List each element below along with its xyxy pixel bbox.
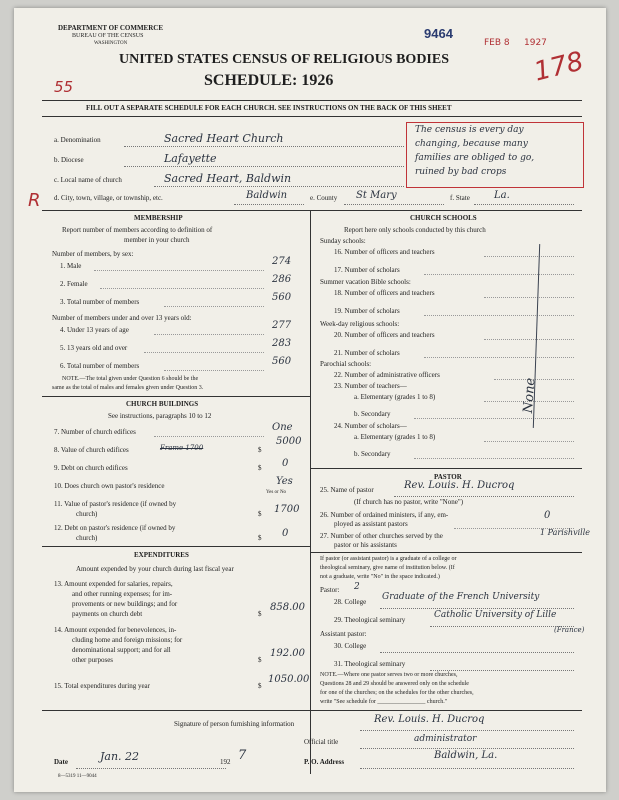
q11-label-b: church) xyxy=(76,510,98,518)
q23-label: 23. Number of teachers— xyxy=(334,382,407,390)
total3-value: 560 xyxy=(272,292,292,303)
sunday-label: Sunday schools: xyxy=(320,237,366,245)
pastor-heading: PASTOR xyxy=(434,473,462,481)
q13-value: 858.00 xyxy=(270,602,305,613)
weekday-label: Week-day religious schools: xyxy=(320,320,400,328)
q26-label-a: 26. Number of ordained ministers, if any, em- xyxy=(320,511,449,519)
buildings-heading: CHURCH BUILDINGS xyxy=(126,400,199,408)
po-address-label: P. O. Address xyxy=(304,758,345,766)
q24-label: 24. Number of scholars— xyxy=(334,422,407,430)
note-line-4: ruined by bad crops xyxy=(415,167,507,177)
note-line-3: families are obliged to go, xyxy=(415,153,535,163)
q29-value: Catholic University of Lille xyxy=(434,610,557,620)
grad-note-3: not a graduate, write "No" in the space indicated.) xyxy=(320,574,440,580)
over13-label: 5. 13 years old and over xyxy=(60,344,128,352)
q25-value: Rev. Louis. H. Ducroq xyxy=(404,480,515,491)
serial-number: 9464 xyxy=(424,26,453,41)
pastor-note-4: write "See schedule for ________________ church." xyxy=(320,699,448,705)
q14-value: 192.00 xyxy=(270,648,305,659)
denomination-value: Sacred Heart Church xyxy=(164,132,284,145)
q7-value: One xyxy=(272,422,293,433)
q22-label: 22. Number of administrative officers xyxy=(334,371,440,379)
q10-value: Yes xyxy=(276,476,293,487)
schools-intro: Report here only schools conducted by this church xyxy=(344,226,486,234)
pastor-note-1: NOTE.—Where one pastor serves two or more churches, xyxy=(320,672,458,678)
q9-value: 0 xyxy=(282,458,289,469)
year-value: 7 xyxy=(238,748,247,763)
date-label: Date xyxy=(54,758,68,766)
q16-label: 16. Number of officers and teachers xyxy=(334,248,435,256)
local-name-value: Sacred Heart, Baldwin xyxy=(164,172,292,185)
q15-dollar: $ xyxy=(258,682,262,690)
q29-label: 29. Theological seminary xyxy=(334,616,406,624)
q13-label-c: provements or new buildings; and for xyxy=(72,600,178,608)
received-stamp-year: 1927 xyxy=(524,38,547,48)
note-line-1: The census is every day xyxy=(415,125,524,135)
q13-label-d: payments on church debt xyxy=(72,610,143,618)
schools-none-value: None xyxy=(520,377,539,414)
bureau-label: BUREAU OF THE CENSUS xyxy=(72,33,144,39)
q13-label-a: 13. Amount expended for salaries, repairs, xyxy=(54,580,173,588)
membership-note-2: same as the total of males and females given under Question 3. xyxy=(52,385,204,391)
q8-label: 8. Value of church edifices xyxy=(54,446,129,454)
yes-no-caption: Yes or No xyxy=(266,490,287,495)
membership-note-1: NOTE.—The total given under Question 6 should be the xyxy=(62,376,199,382)
date-value: Jan. 22 xyxy=(100,750,140,763)
city-value: Baldwin xyxy=(246,190,288,201)
dept-label: DEPARTMENT OF COMMERCE xyxy=(58,24,164,32)
q30-label: 30. College xyxy=(334,642,367,650)
q28-value: Graduate of the French University xyxy=(382,592,540,602)
q29-extra: (France) xyxy=(554,626,585,634)
q14-dollar: $ xyxy=(258,656,262,664)
annotation-r: R xyxy=(28,190,41,211)
q12-label-b: church) xyxy=(76,534,98,542)
q25-label: 25. Name of pastor xyxy=(320,486,374,494)
pastor-mark: 2 xyxy=(354,582,360,592)
q20-label: 20. Number of officers and teachers xyxy=(334,331,435,339)
q15-label: 15. Total expenditures during year xyxy=(54,682,150,690)
membership-heading: MEMBERSHIP xyxy=(134,214,183,222)
pastor-note-2: Questions 28 and 29 should be answered only on the schedule xyxy=(320,681,469,687)
denomination-label: a. Denomination xyxy=(54,136,101,144)
q26-value: 0 xyxy=(544,510,551,521)
q24-elementary-label: a. Elementary (grades 1 to 8) xyxy=(354,433,436,441)
q13-dollar: $ xyxy=(258,610,262,618)
q27-label-b: pastor or his assistants xyxy=(334,541,397,549)
buildings-instructions: See instructions, paragraphs 10 to 12 xyxy=(108,412,212,420)
q17-label: 17. Number of scholars xyxy=(334,266,400,274)
q9-dollar: $ xyxy=(258,464,262,472)
county-label: e. County xyxy=(310,194,338,202)
q23-elementary-label: a. Elementary (grades 1 to 8) xyxy=(354,393,436,401)
female-value: 286 xyxy=(272,274,292,285)
under13-value: 277 xyxy=(272,320,292,331)
county-value: St Mary xyxy=(356,190,397,201)
official-title-label: Official title xyxy=(304,738,339,746)
q31-label: 31. Theological seminary xyxy=(334,660,406,668)
signature-value: Rev. Louis. H. Ducroq xyxy=(374,714,485,725)
q26-label-b: ployed as assistant pastors xyxy=(334,520,408,528)
census-form xyxy=(14,8,606,792)
over13-value: 283 xyxy=(272,338,292,349)
q8-value: 5000 xyxy=(276,436,302,447)
q24-secondary-label: b. Secondary xyxy=(354,450,391,458)
q21-label: 21. Number of scholars xyxy=(334,349,400,357)
male-value: 274 xyxy=(272,256,292,267)
annotation-178: 178 xyxy=(531,46,587,88)
q14-label-b: cluding home and foreign missions; for xyxy=(72,636,183,644)
q11-dollar: $ xyxy=(258,510,262,518)
diocese-label: b. Diocese xyxy=(54,156,84,164)
q13-label-b: and other running expenses; for im- xyxy=(72,590,173,598)
state-label: f. State xyxy=(450,194,470,202)
age-label: Number of members under and over 13 years old: xyxy=(52,314,192,322)
official-title-value: administrator xyxy=(414,734,477,744)
q14-label-d: other purposes xyxy=(72,656,114,664)
q14-label-c: denominational support; and for all xyxy=(72,646,171,654)
q12-value: 0 xyxy=(282,528,289,539)
pastor-sublabel: Pastor: xyxy=(320,586,340,594)
q12-label-a: 12. Debt on pastor's residence (if owned by xyxy=(54,524,176,532)
q10-label: 10. Does church own pastor's residence xyxy=(54,482,165,490)
grad-note-2: theological seminary, give name of institution below. (If xyxy=(320,565,455,571)
membership-intro-1: Report number of members according to definition of xyxy=(62,226,213,234)
sex-label: Number of members, by sex: xyxy=(52,250,134,258)
signature-label: Signature of person furnishing information xyxy=(174,720,295,728)
q7-label: 7. Number of church edifices xyxy=(54,428,136,436)
summer-label: Summer vacation Bible schools: xyxy=(320,278,411,286)
q18-label: 18. Number of officers and teachers xyxy=(334,289,435,297)
expenditures-heading: EXPENDITURES xyxy=(134,551,189,559)
q19-label: 19. Number of scholars xyxy=(334,307,400,315)
q27-value: 1 Parishville xyxy=(540,528,590,537)
diocese-value: Lafayette xyxy=(164,152,217,165)
expenditures-intro: Amount expended by your church during last fiscal year xyxy=(76,565,234,573)
annotation-55: 55 xyxy=(54,78,74,96)
year-prefix: 192 xyxy=(220,758,231,766)
q8-dollar: $ xyxy=(258,446,262,454)
local-name-label: c. Local name of church xyxy=(54,176,122,184)
q25-note: (If church has no pastor, write "None") xyxy=(354,498,464,506)
q9-label: 9. Debt on church edifices xyxy=(54,464,128,472)
received-stamp-date: FEB 8 xyxy=(484,38,510,48)
q23-secondary-label: b. Secondary xyxy=(354,410,391,418)
q11-label-a: 11. Value of pastor's residence (if owned by xyxy=(54,500,177,508)
grad-note-1: If pastor (or assistant pastor) is a graduate of a college or xyxy=(320,556,457,562)
under13-label: 4. Under 13 years of age xyxy=(60,326,129,334)
schools-heading: CHURCH SCHOOLS xyxy=(410,214,477,222)
q14-label-a: 14. Amount expended for benevolences, in- xyxy=(54,626,177,634)
form-subtitle: SCHEDULE: 1926 xyxy=(204,72,334,89)
state-value: La. xyxy=(494,190,510,201)
total6-label: 6. Total number of members xyxy=(60,362,140,370)
q11-value: 1700 xyxy=(274,504,300,515)
q27-label-a: 27. Number of other churches served by the xyxy=(320,532,443,540)
q8-struck-note: Frame 1700 xyxy=(160,444,204,452)
membership-intro-2: member in your church xyxy=(124,236,190,244)
po-address-value: Baldwin, La. xyxy=(434,750,498,761)
total6-value: 560 xyxy=(272,356,292,367)
city-label-d: d. City, town, village, or township, etc. xyxy=(54,194,163,202)
city-label: WASHINGTON xyxy=(94,41,128,46)
instructions-line: FILL OUT A SEPARATE SCHEDULE FOR EACH CHURCH. SEE INSTRUCTIONS ON THE BACK OF THIS SHEET xyxy=(86,104,452,112)
assistant-sublabel: Assistant pastor: xyxy=(320,630,367,638)
total3-label: 3. Total number of members xyxy=(60,298,140,306)
q28-label: 28. College xyxy=(334,598,367,606)
female-label: 2. Female xyxy=(60,280,88,288)
parochial-label: Parochial schools: xyxy=(320,360,372,368)
q15-value: 1050.00 xyxy=(268,674,310,685)
male-label: 1. Male xyxy=(60,262,82,270)
form-code: 8—5319 11—9044 xyxy=(58,774,97,779)
margin-note-box xyxy=(406,122,584,188)
note-line-2: changing, because many xyxy=(415,139,528,149)
pastor-note-3: for one of the churches; on the schedules for the other churches, xyxy=(320,690,474,696)
form-title: UNITED STATES CENSUS OF RELIGIOUS BODIES xyxy=(119,52,450,67)
q12-dollar: $ xyxy=(258,534,262,542)
